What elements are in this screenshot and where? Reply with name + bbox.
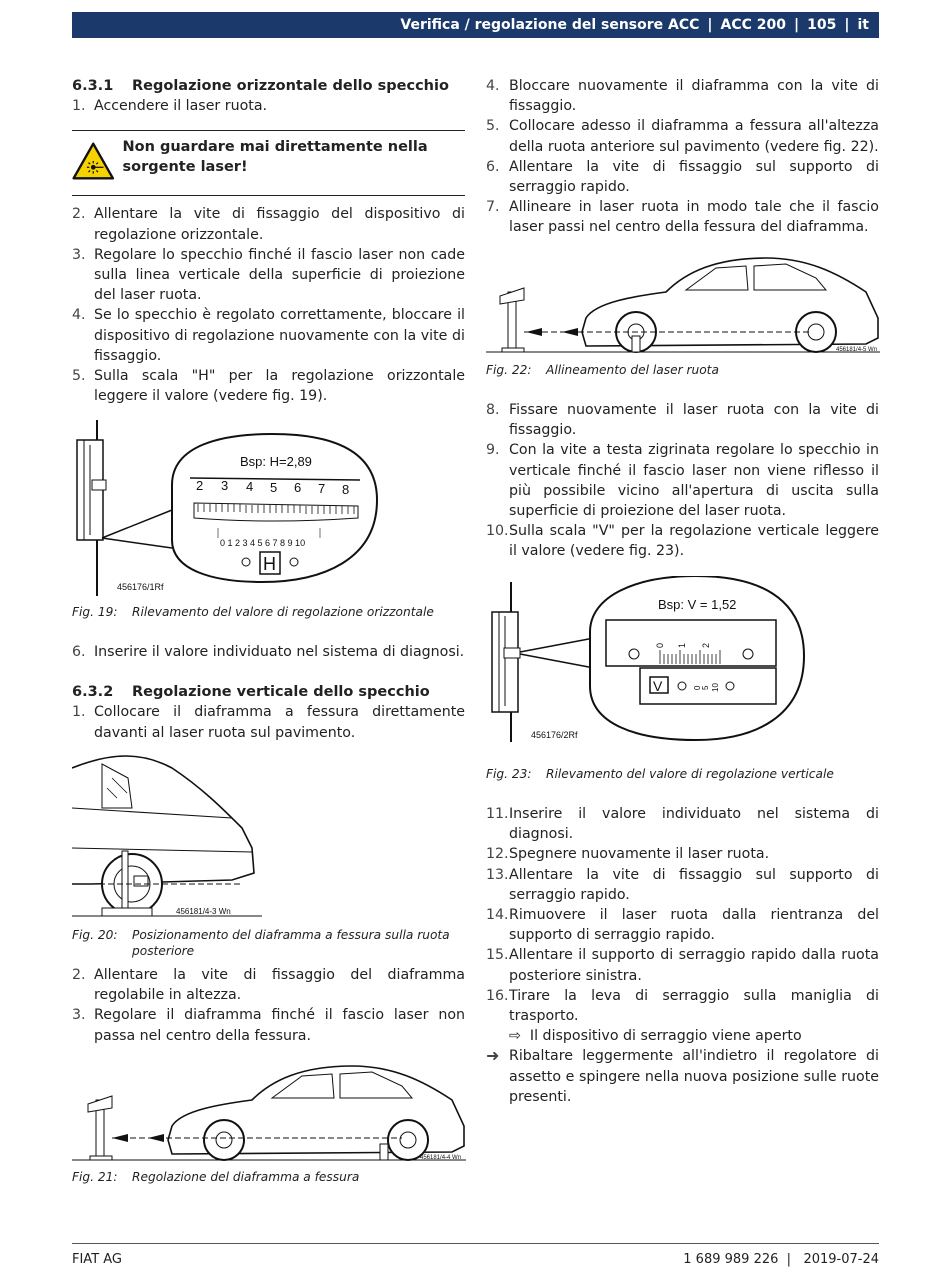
figure-21-caption: Fig. 21: Regolazione del diaframma a fessura <box>72 1170 360 1184</box>
warning-text: Non guardare mai direttamente nella sorgente laser! <box>122 139 428 176</box>
fig23-scale-letter: V <box>653 678 663 694</box>
svg-text:4: 4 <box>246 479 254 494</box>
figure-20-slit-diaphragm-rear-wheel <box>72 748 262 920</box>
fig19-code: 456176/1Rf <box>117 582 164 592</box>
list-item: 6. Inserire il valore individuato nel sistema di diagnosi. <box>72 644 465 660</box>
fig23-example-value: Bsp: V = 1,52 <box>658 597 737 612</box>
list-item: 5. Sulla scala "H" per la regolazione orizzontale leggere il valore (vedere fig. 19). <box>72 368 465 405</box>
svg-text:10: 10 <box>711 683 720 692</box>
list-item: 5. Collocare adesso il diaframma a fessura all'altezza della ruota anteriore sul pavimento (vedere fig. 22). <box>486 118 879 155</box>
list-item: 12. Spegnere nuovamente il laser ruota. <box>486 846 770 863</box>
list-item: 4. Se lo specchio è regolato correttamente, bloccare il dispositivo di regolazione nuovamente con la vite di fissaggio. <box>72 307 465 364</box>
header-page: 105 <box>807 17 837 33</box>
result-arrow-icon: ⇨ <box>509 1028 521 1045</box>
figure-23-vertical-scale <box>486 576 806 744</box>
svg-text:2: 2 <box>196 478 204 493</box>
section-heading-632: 6.3.2 Regolazione verticale dello specchio <box>72 684 430 701</box>
figure-20-caption: Fig. 20: Posizionamento del diaframma a fessura sulla ruota posteriore <box>72 928 450 958</box>
result-item: ⇨ Il dispositivo di serraggio viene aperto <box>509 1028 802 1045</box>
list-item: 4. Bloccare nuovamente il diaframma con la vite di fissaggio. <box>486 78 879 115</box>
svg-text:0 1 2 3 4 5 6 7 8 9 10: 0 1 2 3 4 5 6 7 8 9 10 <box>220 538 306 548</box>
svg-text:5: 5 <box>701 685 710 690</box>
figure-21-diaphragm-adjustment <box>72 1060 466 1164</box>
list-item: 13. Allentare la vite di fissaggio sul supporto di serraggio rapido. <box>486 866 879 903</box>
list-item: 16. Tirare la leva di serraggio sulla maniglia di trasporto. <box>486 987 879 1025</box>
svg-text:0: 0 <box>693 685 702 690</box>
list-item: 7. Allineare in laser ruota in modo tale che il fascio laser passi nel centro della fessura del diaframma. <box>486 199 879 236</box>
page-footer <box>72 1243 879 1267</box>
list-item: 15. Allentare il supporto di serraggio rapido dalla ruota posteriore sinistra. <box>486 947 879 984</box>
next-step-item: ➜ Ribaltare leggermente all'indietro il regolatore di assetto e spingere nella nuova posizione sulle ruote presenti. <box>486 1046 879 1107</box>
fig20-code: 456181/4-3 Wn <box>176 907 231 916</box>
list-item: 3. Regolare il diaframma finché il fascio laser non passa nel centro della fessura. <box>72 1007 465 1044</box>
list-item: 1. Accendere il laser ruota. <box>72 98 268 115</box>
fig19-example-value: Bsp: H=2,89 <box>240 454 312 469</box>
fig21-code: 456181/4-4 Wn <box>420 1155 462 1161</box>
fig19-scale-letter: H <box>263 554 276 574</box>
svg-text:7: 7 <box>318 481 326 496</box>
figure-19-horizontal-scale <box>72 420 382 596</box>
figure-23-caption: Fig. 23: Rilevamento del valore di regolazione verticale <box>486 767 834 781</box>
svg-text:0: 0 <box>655 642 665 648</box>
footer-company: FIAT AG <box>72 1252 123 1267</box>
svg-text:6: 6 <box>294 480 302 495</box>
left-column-middle <box>72 642 465 743</box>
list-item: 8. Fissare nuovamente il laser ruota con la vite di fissaggio. <box>486 402 879 439</box>
header-product: ACC 200 <box>720 17 787 33</box>
list-item: 14. Rimuovere il laser ruota dalla rientranza del supporto di serraggio rapido. <box>486 907 879 944</box>
section-heading-631: 6.3.1 Regolazione orizzontale dello specchio <box>72 78 449 94</box>
list-item: 6. Allentare la vite di fissaggio sul supporto di serraggio rapido. <box>486 158 879 196</box>
wheel-laser-device <box>88 1096 112 1160</box>
list-item: 3. Regolare lo specchio finché il fascio laser non cade sulla linea verticale della superficie di proiezione del laser ruota. <box>72 246 465 304</box>
right-column-top <box>486 76 879 238</box>
figure-22-wheel-laser-alignment <box>486 252 880 356</box>
page-header: Verifica / regolazione del sensore ACC | ACC 200 | 105 | it <box>72 12 879 38</box>
footer-doc-info: 1 689 989 226 | 2019-07-24 <box>683 1252 879 1267</box>
svg-text:2: 2 <box>701 642 711 648</box>
list-item: 2. Allentare la vite di fissaggio del dispositivo di regolazione orizzontale. <box>72 206 465 243</box>
svg-text:5: 5 <box>270 480 278 495</box>
laser-warning-icon <box>72 137 114 185</box>
list-item: 10. Sulla scala "V" per la regolazione verticale leggere il valore (vedere fig. 23). <box>486 523 879 560</box>
fig23-code: 456176/2Rf <box>531 730 578 740</box>
left-column-top <box>72 76 465 406</box>
svg-text:1: 1 <box>677 642 687 648</box>
next-step-arrow-icon: ➜ <box>486 1046 500 1066</box>
left-column-bottom <box>72 965 465 1046</box>
fig22-code: 456181/4-5 Wn <box>836 347 878 353</box>
header-title: Verifica / regolazione del sensore ACC <box>400 17 700 33</box>
right-column-middle <box>486 400 879 562</box>
list-item: 1. Collocare il diaframma a fessura direttamente davanti al laser ruota sul pavimento. <box>72 704 465 741</box>
list-item: 2. Allentare la vite di fissaggio del diaframma regolabile in altezza. <box>72 967 465 1004</box>
warning-box <box>72 130 465 196</box>
list-item: 11. Inserire il valore individuato nel sistema di diagnosi. <box>486 806 879 843</box>
list-item: 9. Con la vite a testa zigrinata regolare lo specchio in verticale finché il fascio laser non viene riflesso il più possibile vicino all'apertura di uscita sulla superficie di proiezione del laser ruota. <box>486 442 879 520</box>
svg-text:8: 8 <box>342 482 350 497</box>
right-column-bottom <box>486 804 879 1107</box>
header-lang: it <box>857 17 869 33</box>
figure-22-caption: Fig. 22: Allineamento del laser ruota <box>486 363 719 377</box>
svg-text:3: 3 <box>221 478 229 493</box>
figure-19-caption: Fig. 19: Rilevamento del valore di regolazione orizzontale <box>72 605 434 619</box>
